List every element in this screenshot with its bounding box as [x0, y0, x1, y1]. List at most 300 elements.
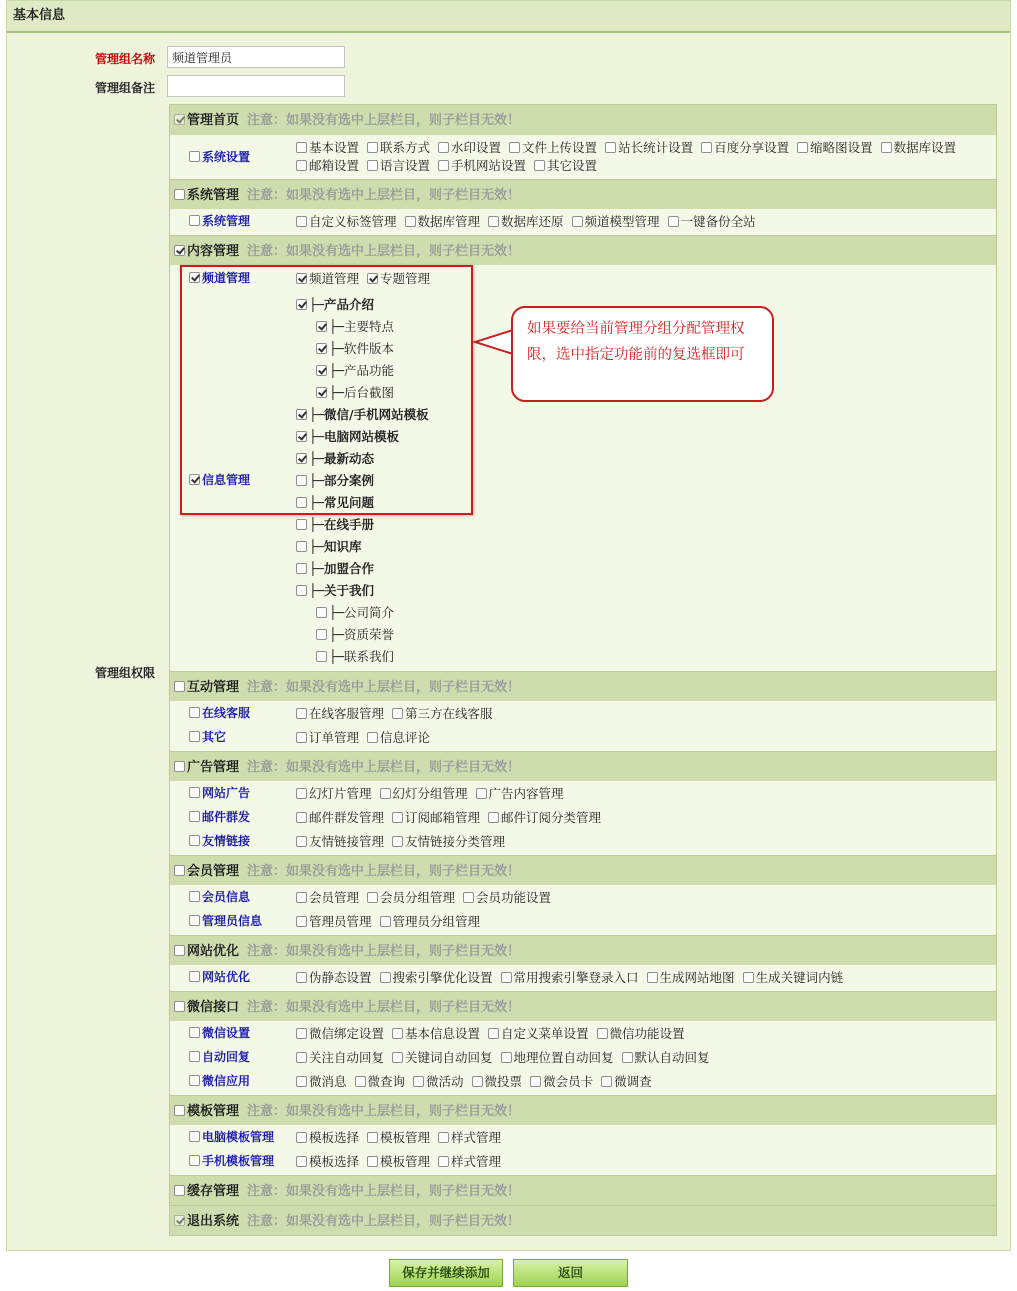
checkbox[interactable]: [488, 216, 499, 227]
save-continue-button[interactable]: 保存并继续添加: [389, 1259, 503, 1287]
module-name[interactable]: 微信应用: [202, 1074, 251, 1088]
checkbox[interactable]: [189, 731, 200, 742]
section-header-s0: [170, 105, 996, 135]
section-body-s3: [170, 701, 996, 751]
checkbox[interactable]: [296, 812, 307, 823]
group-note-input[interactable]: [167, 75, 345, 97]
permission-item-label: 数据库还原: [501, 214, 564, 229]
permission-item[interactable]: [701, 140, 789, 155]
checkbox[interactable]: [189, 1027, 200, 1038]
checkbox[interactable]: [174, 865, 185, 876]
permission-item[interactable]: [380, 970, 493, 985]
checkbox[interactable]: [189, 811, 200, 822]
permission-item-label: 搜索引擎优化设置: [392, 970, 493, 985]
module-name[interactable]: 微信设置: [202, 1026, 251, 1040]
permission-item[interactable]: [296, 914, 372, 929]
permission-item[interactable]: [476, 786, 564, 801]
permission-item-label: 微调查: [614, 1074, 652, 1089]
permission-item-label: 微会员卡: [543, 1074, 594, 1089]
section-notice: 注意：如果没有选中上层栏目，则子栏目无效！: [247, 944, 521, 959]
permission-items: [296, 808, 609, 826]
section-title: 管理首页: [187, 113, 240, 128]
section-notice: 注意：如果没有选中上层栏目，则子栏目无效！: [247, 680, 521, 695]
section-notice: 注意：如果没有选中上层栏目，则子栏目无效！: [247, 1000, 521, 1015]
permission-item-label: 文件上传设置: [522, 140, 598, 155]
module-label[interactable]: [189, 1048, 250, 1065]
permission-item-label: 邮件订阅分类管理: [501, 810, 602, 825]
permission-item-label: 缩略图设置: [810, 140, 873, 155]
checkbox[interactable]: [296, 1076, 307, 1087]
permission-item-label: 模板管理: [380, 1154, 431, 1169]
section-header-s9: [170, 1175, 996, 1205]
module-label[interactable]: [189, 832, 250, 849]
permission-item[interactable]: [296, 214, 397, 229]
permission-item[interactable]: [296, 1050, 384, 1065]
permission-item-label: 伪静态设置: [309, 970, 372, 985]
module-name[interactable]: 其它: [202, 730, 227, 744]
section-title: 会员管理: [187, 864, 240, 879]
checkbox[interactable]: [534, 160, 545, 171]
permission-item[interactable]: [534, 158, 597, 173]
checkbox[interactable]: [296, 1156, 307, 1167]
permission-item[interactable]: [601, 1074, 652, 1089]
module-label[interactable]: [189, 1152, 274, 1169]
module-label[interactable]: [189, 704, 250, 721]
checkbox[interactable]: [189, 151, 200, 162]
module-label[interactable]: [189, 212, 250, 229]
checkbox[interactable]: [174, 1105, 185, 1116]
checkbox[interactable]: [189, 1131, 200, 1142]
permission-item-label: 基本设置: [309, 140, 360, 155]
checkbox[interactable]: [367, 892, 378, 903]
checkbox[interactable]: [380, 916, 391, 927]
checkbox[interactable]: [189, 707, 200, 718]
module-name[interactable]: 网站广告: [202, 786, 251, 800]
checkbox[interactable]: [392, 812, 403, 823]
permission-items: [296, 1048, 718, 1066]
permission-item[interactable]: [296, 158, 359, 173]
checkbox[interactable]: [392, 708, 403, 719]
category-label: ├─在线手册: [309, 517, 375, 532]
permission-item[interactable]: [367, 158, 430, 173]
checkbox[interactable]: [438, 1156, 449, 1167]
checkbox[interactable]: [488, 812, 499, 823]
category-label: ├─软件版本: [329, 341, 395, 356]
permission-item[interactable]: [622, 1050, 710, 1065]
checkbox[interactable]: [501, 1052, 512, 1063]
section-title: 网站优化: [187, 944, 240, 959]
checkbox[interactable]: [189, 971, 200, 982]
permission-item-label: 会员管理: [309, 890, 360, 905]
section-header-s8: [170, 1095, 996, 1125]
checkbox[interactable]: [296, 916, 307, 927]
permission-item[interactable]: [380, 786, 468, 801]
permission-item[interactable]: [367, 730, 430, 745]
category-label: ├─产品介绍: [309, 297, 375, 312]
permission-item[interactable]: [367, 140, 430, 155]
checkbox[interactable]: [296, 585, 307, 596]
checkbox[interactable]: [601, 1076, 612, 1087]
checkbox[interactable]: [296, 732, 307, 743]
permission-item[interactable]: [413, 1074, 464, 1089]
section-header-s3: [170, 671, 996, 701]
section-notice: 注意：如果没有选中上层栏目，则子栏目无效！: [247, 188, 521, 203]
module-name[interactable]: 管理员信息: [202, 914, 263, 928]
checkbox[interactable]: [605, 142, 616, 153]
module-label[interactable]: [189, 888, 250, 905]
checkbox[interactable]: [189, 215, 200, 226]
checkbox[interactable]: [476, 788, 487, 799]
permission-item[interactable]: [509, 140, 597, 155]
module-label[interactable]: [189, 784, 250, 801]
module-name[interactable]: 电脑模板管理: [202, 1130, 275, 1144]
section-notice: 注意：如果没有选中上层栏目，则子栏目无效！: [247, 1104, 521, 1119]
section-header-s5: [170, 855, 996, 885]
permission-item-label: 订阅邮箱管理: [405, 810, 481, 825]
permission-item-label: 频道模型管理: [584, 214, 660, 229]
permission-items: [296, 912, 488, 930]
permission-item-label: 地理位置自动回复: [513, 1050, 614, 1065]
permission-item-label: 语言设置: [380, 158, 431, 173]
permission-item-label: 模板选择: [309, 1130, 360, 1145]
checkbox[interactable]: [572, 216, 583, 227]
module-name[interactable]: 频道管理: [202, 271, 251, 285]
checkbox[interactable]: [174, 1185, 185, 1196]
category-label: ├─关于我们: [309, 583, 375, 598]
checkbox[interactable]: [355, 1076, 366, 1087]
permission-item-label: 微消息: [309, 1074, 347, 1089]
permission-item[interactable]: [367, 1154, 430, 1169]
checkbox[interactable]: [296, 788, 307, 799]
checkbox[interactable]: [189, 835, 200, 846]
checkbox[interactable]: [622, 1052, 633, 1063]
checkbox[interactable]: [509, 142, 520, 153]
permission-item-label: 邮箱设置: [309, 158, 360, 173]
permission-item[interactable]: [797, 140, 873, 155]
checkbox[interactable]: [668, 216, 679, 227]
checkbox[interactable]: [488, 1028, 499, 1039]
checkbox[interactable]: [405, 216, 416, 227]
checkbox[interactable]: [647, 972, 658, 983]
checkbox[interactable]: [296, 972, 307, 983]
category-label: ├─后台截图: [329, 385, 395, 400]
permission-item-label: 微查询: [367, 1074, 406, 1089]
permission-item[interactable]: [380, 914, 481, 929]
checkbox[interactable]: [296, 708, 307, 719]
checkbox[interactable]: [743, 972, 754, 983]
permission-item-label: 生成关键词内链: [755, 970, 844, 985]
module-label[interactable]: [189, 728, 226, 745]
checkbox[interactable]: [797, 142, 808, 153]
checkbox[interactable]: [174, 761, 185, 772]
module-name[interactable]: 网站优化: [202, 970, 251, 984]
permission-item-label: 站长统计设置: [618, 140, 694, 155]
permission-item[interactable]: [530, 1074, 593, 1089]
permission-item[interactable]: [296, 1154, 359, 1169]
permission-item-label: 模板管理: [380, 1130, 431, 1145]
module-label[interactable]: [189, 148, 250, 165]
panel-title: 基本信息: [7, 1, 1010, 33]
checkbox[interactable]: [296, 836, 307, 847]
category-label: ├─电脑网站模板: [309, 429, 400, 444]
permission-item-label: 关键词自动回复: [405, 1050, 493, 1065]
section-title: 缓存管理: [187, 1184, 240, 1199]
module-name[interactable]: 会员信息: [202, 890, 251, 904]
checkbox[interactable]: [367, 160, 378, 171]
permission-item-label: 一键备份全站: [680, 214, 756, 229]
checkbox[interactable]: [530, 1076, 541, 1087]
permission-item-label: 百度分享设置: [714, 140, 790, 155]
category-tree-item[interactable]: [316, 647, 394, 665]
permission-item-label: 幻灯分组管理: [392, 786, 468, 801]
permission-item[interactable]: [367, 890, 455, 905]
module-name[interactable]: 系统管理: [202, 214, 251, 228]
permission-item-label: 管理员管理: [309, 914, 372, 929]
checkbox[interactable]: [189, 787, 200, 798]
permission-items: [296, 728, 438, 746]
permission-item[interactable]: [438, 158, 526, 173]
permission-item[interactable]: [296, 706, 384, 721]
permission-item[interactable]: [296, 1026, 384, 1041]
checkbox[interactable]: [501, 972, 512, 983]
checkbox[interactable]: [367, 1156, 378, 1167]
group-note-label: 管理组备注: [95, 81, 156, 95]
permission-item-label: 微投票: [484, 1074, 523, 1089]
permission-item[interactable]: [501, 970, 639, 985]
permission-item-label: 联系方式: [380, 140, 431, 155]
permission-item-label: 样式管理: [451, 1154, 502, 1169]
module-name[interactable]: 手机模板管理: [202, 1154, 275, 1168]
permission-items: [296, 212, 764, 230]
checkbox[interactable]: [367, 1132, 378, 1143]
group-name-input[interactable]: [167, 46, 345, 68]
permission-item[interactable]: [392, 834, 505, 849]
checkbox[interactable]: [189, 1051, 200, 1062]
category-label: ├─最新动态: [309, 451, 375, 466]
section-title: 内容管理: [187, 244, 240, 259]
permission-item-label: 友情链接管理: [309, 834, 385, 849]
callout-tooltip: 如果要给当前管理分组分配管理权限，选中指定功能前的复选框即可: [511, 306, 774, 402]
checkbox[interactable]: [597, 1028, 608, 1039]
section-title: 模板管理: [187, 1104, 240, 1119]
section-notice: 注意：如果没有选中上层栏目，则子栏目无效！: [247, 113, 521, 128]
checkbox[interactable]: [189, 1075, 200, 1086]
group-name-label: 管理组名称: [95, 52, 156, 66]
checkbox[interactable]: [174, 189, 185, 200]
permission-item[interactable]: [405, 214, 481, 229]
permission-item-label: 在线客服管理: [309, 706, 385, 721]
checkbox[interactable]: [438, 160, 449, 171]
section-title: 微信接口: [187, 1000, 240, 1015]
checkbox[interactable]: [174, 245, 185, 256]
checkbox[interactable]: [296, 563, 307, 574]
permission-item[interactable]: [605, 140, 693, 155]
permission-item-label: 基本信息设置: [405, 1026, 481, 1041]
checkbox[interactable]: [174, 681, 185, 692]
permission-item[interactable]: [438, 1154, 501, 1169]
permission-item[interactable]: [572, 214, 660, 229]
permission-item[interactable]: [296, 810, 384, 825]
checkbox[interactable]: [296, 216, 307, 227]
checkbox[interactable]: [438, 142, 449, 153]
permission-item[interactable]: [488, 810, 601, 825]
checkbox[interactable]: [189, 1155, 200, 1166]
checkbox[interactable]: [296, 1052, 307, 1063]
category-tree-item[interactable]: [296, 559, 374, 577]
permission-item-label: 其它设置: [547, 158, 598, 173]
permission-item[interactable]: [296, 970, 372, 985]
checkbox[interactable]: [438, 1132, 449, 1143]
category-tree-item[interactable]: [296, 515, 374, 533]
section-title: 互动管理: [187, 680, 240, 695]
checkbox[interactable]: [316, 651, 327, 662]
permission-item[interactable]: [296, 730, 359, 745]
permission-item[interactable]: [463, 890, 551, 905]
module-name[interactable]: 在线客服: [202, 706, 251, 720]
permission-item-label: 默认自动回复: [634, 1050, 710, 1065]
permission-items: [296, 704, 501, 722]
permission-item[interactable]: [597, 1026, 685, 1041]
checkbox[interactable]: [881, 142, 892, 153]
permission-item-label: 广告内容管理: [488, 786, 564, 801]
checkbox[interactable]: [472, 1076, 483, 1087]
category-tree-item[interactable]: [316, 603, 394, 621]
permission-item[interactable]: [355, 1074, 406, 1089]
module-label[interactable]: [189, 1128, 274, 1145]
category-tree-item[interactable]: [316, 625, 394, 643]
permission-item-label: 友情链接分类管理: [405, 834, 506, 849]
permission-item-label: 手机网站设置: [451, 158, 527, 173]
section-body-s8: [170, 1125, 996, 1175]
checkbox[interactable]: [296, 160, 307, 171]
category-tree-item[interactable]: [296, 581, 374, 599]
back-button[interactable]: 返回: [513, 1259, 628, 1287]
permission-item-label: 信息评论: [380, 730, 431, 745]
section-notice: 注意：如果没有选中上层栏目，则子栏目无效！: [247, 1184, 521, 1199]
module-name[interactable]: 邮件群发: [202, 810, 251, 824]
checkbox[interactable]: [296, 892, 307, 903]
permission-item[interactable]: [488, 214, 564, 229]
section-notice: 注意：如果没有选中上层栏目，则子栏目无效！: [247, 864, 521, 879]
group-permission-label: 管理组权限: [95, 666, 156, 680]
permission-item-label: 微信绑定设置: [309, 1026, 385, 1041]
permission-item[interactable]: [488, 1026, 589, 1041]
permission-item[interactable]: [296, 890, 359, 905]
checkbox[interactable]: [367, 732, 378, 743]
checkbox[interactable]: [174, 1001, 185, 1012]
module-label[interactable]: [189, 808, 250, 825]
checkbox[interactable]: [392, 836, 403, 847]
checkbox[interactable]: [413, 1076, 424, 1087]
permission-item[interactable]: [392, 706, 493, 721]
checkbox: [174, 1215, 185, 1226]
permission-item[interactable]: [668, 214, 756, 229]
module-name[interactable]: 系统设置: [202, 150, 251, 164]
permission-item[interactable]: [392, 810, 480, 825]
permission-item-label: 水印设置: [451, 140, 502, 155]
checkbox[interactable]: [380, 972, 391, 983]
checkbox[interactable]: [296, 1028, 307, 1039]
permission-item-label: 订单管理: [309, 730, 360, 745]
permission-item[interactable]: [472, 1074, 523, 1089]
permission-item[interactable]: [296, 1074, 347, 1089]
permission-item-label: 邮件群发管理: [309, 810, 385, 825]
module-name[interactable]: 友情链接: [202, 834, 251, 848]
checkbox[interactable]: [316, 607, 327, 618]
checkbox[interactable]: [296, 541, 307, 552]
permission-item[interactable]: [881, 140, 957, 155]
module-label[interactable]: [189, 1024, 250, 1041]
permission-item[interactable]: [392, 1026, 480, 1041]
section-title: 广告管理: [187, 760, 240, 775]
permission-item[interactable]: [296, 1130, 359, 1145]
permission-item[interactable]: [438, 1130, 501, 1145]
permission-item-label: 幻灯片管理: [309, 786, 372, 801]
section-header-s2: [170, 235, 996, 265]
section-body-s7: [170, 1021, 996, 1095]
permission-item[interactable]: [296, 140, 359, 155]
permission-item-label: 微信功能设置: [609, 1026, 685, 1041]
permission-item[interactable]: [501, 1050, 614, 1065]
permission-items: [296, 968, 851, 986]
permission-item-label: 数据库管理: [417, 214, 481, 229]
permission-item-label: 频道管理: [309, 271, 360, 286]
permission-items: [296, 784, 572, 802]
checkbox[interactable]: [380, 788, 391, 799]
module-name[interactable]: 信息管理: [202, 473, 251, 487]
checkbox[interactable]: [392, 1028, 403, 1039]
checkbox[interactable]: [367, 142, 378, 153]
category-tree-item[interactable]: [296, 537, 362, 555]
checkbox: [174, 114, 185, 125]
checkbox[interactable]: [316, 629, 327, 640]
checkbox[interactable]: [701, 142, 712, 153]
permission-item[interactable]: [296, 786, 372, 801]
module-label[interactable]: [189, 1072, 250, 1089]
checkbox[interactable]: [296, 519, 307, 530]
checkbox[interactable]: [189, 891, 200, 902]
section-body-s4: [170, 781, 996, 855]
checkbox[interactable]: [296, 142, 307, 153]
checkbox[interactable]: [296, 1132, 307, 1143]
permission-item[interactable]: [743, 970, 844, 985]
permission-items: [296, 832, 513, 850]
module-name[interactable]: 自动回复: [202, 1050, 251, 1064]
section-header-s4: [170, 751, 996, 781]
section-body-s6: [170, 965, 996, 991]
category-label: ├─部分案例: [309, 473, 375, 488]
permission-item-label: 常用搜索引擎登录入口: [513, 970, 639, 985]
permission-item-label: 模板选择: [309, 1154, 360, 1169]
permission-item-label: 管理员分组管理: [392, 914, 481, 929]
category-label: ├─资质荣誉: [329, 627, 395, 642]
permission-item[interactable]: [647, 970, 735, 985]
category-label: ├─联系我们: [329, 649, 395, 664]
permission-item[interactable]: [392, 1050, 493, 1065]
permission-item[interactable]: [367, 1130, 430, 1145]
checkbox[interactable]: [174, 945, 185, 956]
section-header-s7: [170, 991, 996, 1021]
permission-item[interactable]: [438, 140, 501, 155]
checkbox[interactable]: [392, 1052, 403, 1063]
section-header-s6: [170, 935, 996, 965]
module-label[interactable]: [189, 968, 250, 985]
checkbox[interactable]: [189, 915, 200, 926]
checkbox[interactable]: [463, 892, 474, 903]
section-body-s0: [170, 135, 996, 179]
permission-item[interactable]: [296, 834, 384, 849]
module-label[interactable]: [189, 912, 262, 929]
